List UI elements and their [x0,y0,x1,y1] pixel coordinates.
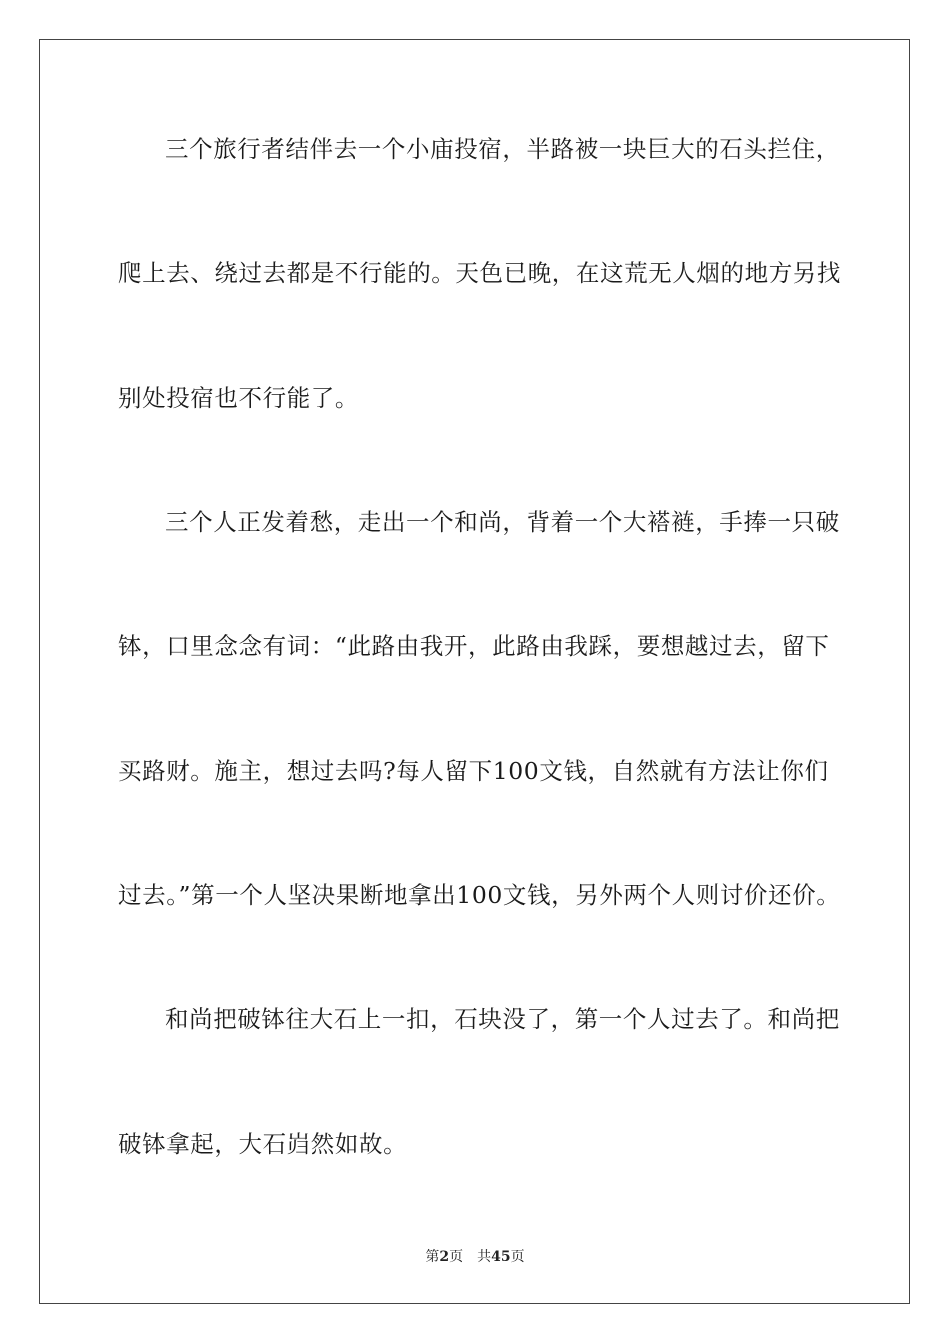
total-prefix: 共 [477,1249,492,1265]
page-footer [0,1248,950,1266]
page-border [39,39,910,1304]
paragraph-1-line-2: 爬上去、绕过去都是不行能的。天色已晚，在这荒无人烟的地方另找 [118,259,841,287]
page-suffix: 页 [449,1249,464,1265]
page-prefix: 第 [425,1249,440,1265]
paragraph-3-line-2: 破钵拿起，大石岿然如故。 [118,1130,408,1158]
paragraph-2-line-2: 钵，口里念念有词：“此路由我开，此路由我踩，要想越过去，留下 [118,632,830,660]
total-pages: 45 [491,1249,511,1265]
paragraph-3-line-1: 和尚把破钵往大石上一扣，石块没了，第一个人过去了。和尚把 [165,1005,840,1033]
paragraph-2-line-1: 三个人正发着愁，走出一个和尚，背着一个大褡裢，手捧一只破 [165,508,840,536]
paragraph-2-line-4: 过去。”第一个人坚决果断地拿出100文钱，另外两个人则讨价还价。 [118,881,841,909]
paragraph-1-line-1: 三个旅行者结伴去一个小庙投宿，半路被一块巨大的石头拦住， [165,135,840,163]
page-number: 2 [439,1249,450,1265]
total-suffix: 页 [510,1249,525,1265]
paragraph-2-line-3: 买路财。施主，想过去吗?每人留下100文钱，自然就有方法让你们 [118,757,829,785]
paragraph-1-line-3: 别处投宿也不行能了。 [118,384,359,412]
